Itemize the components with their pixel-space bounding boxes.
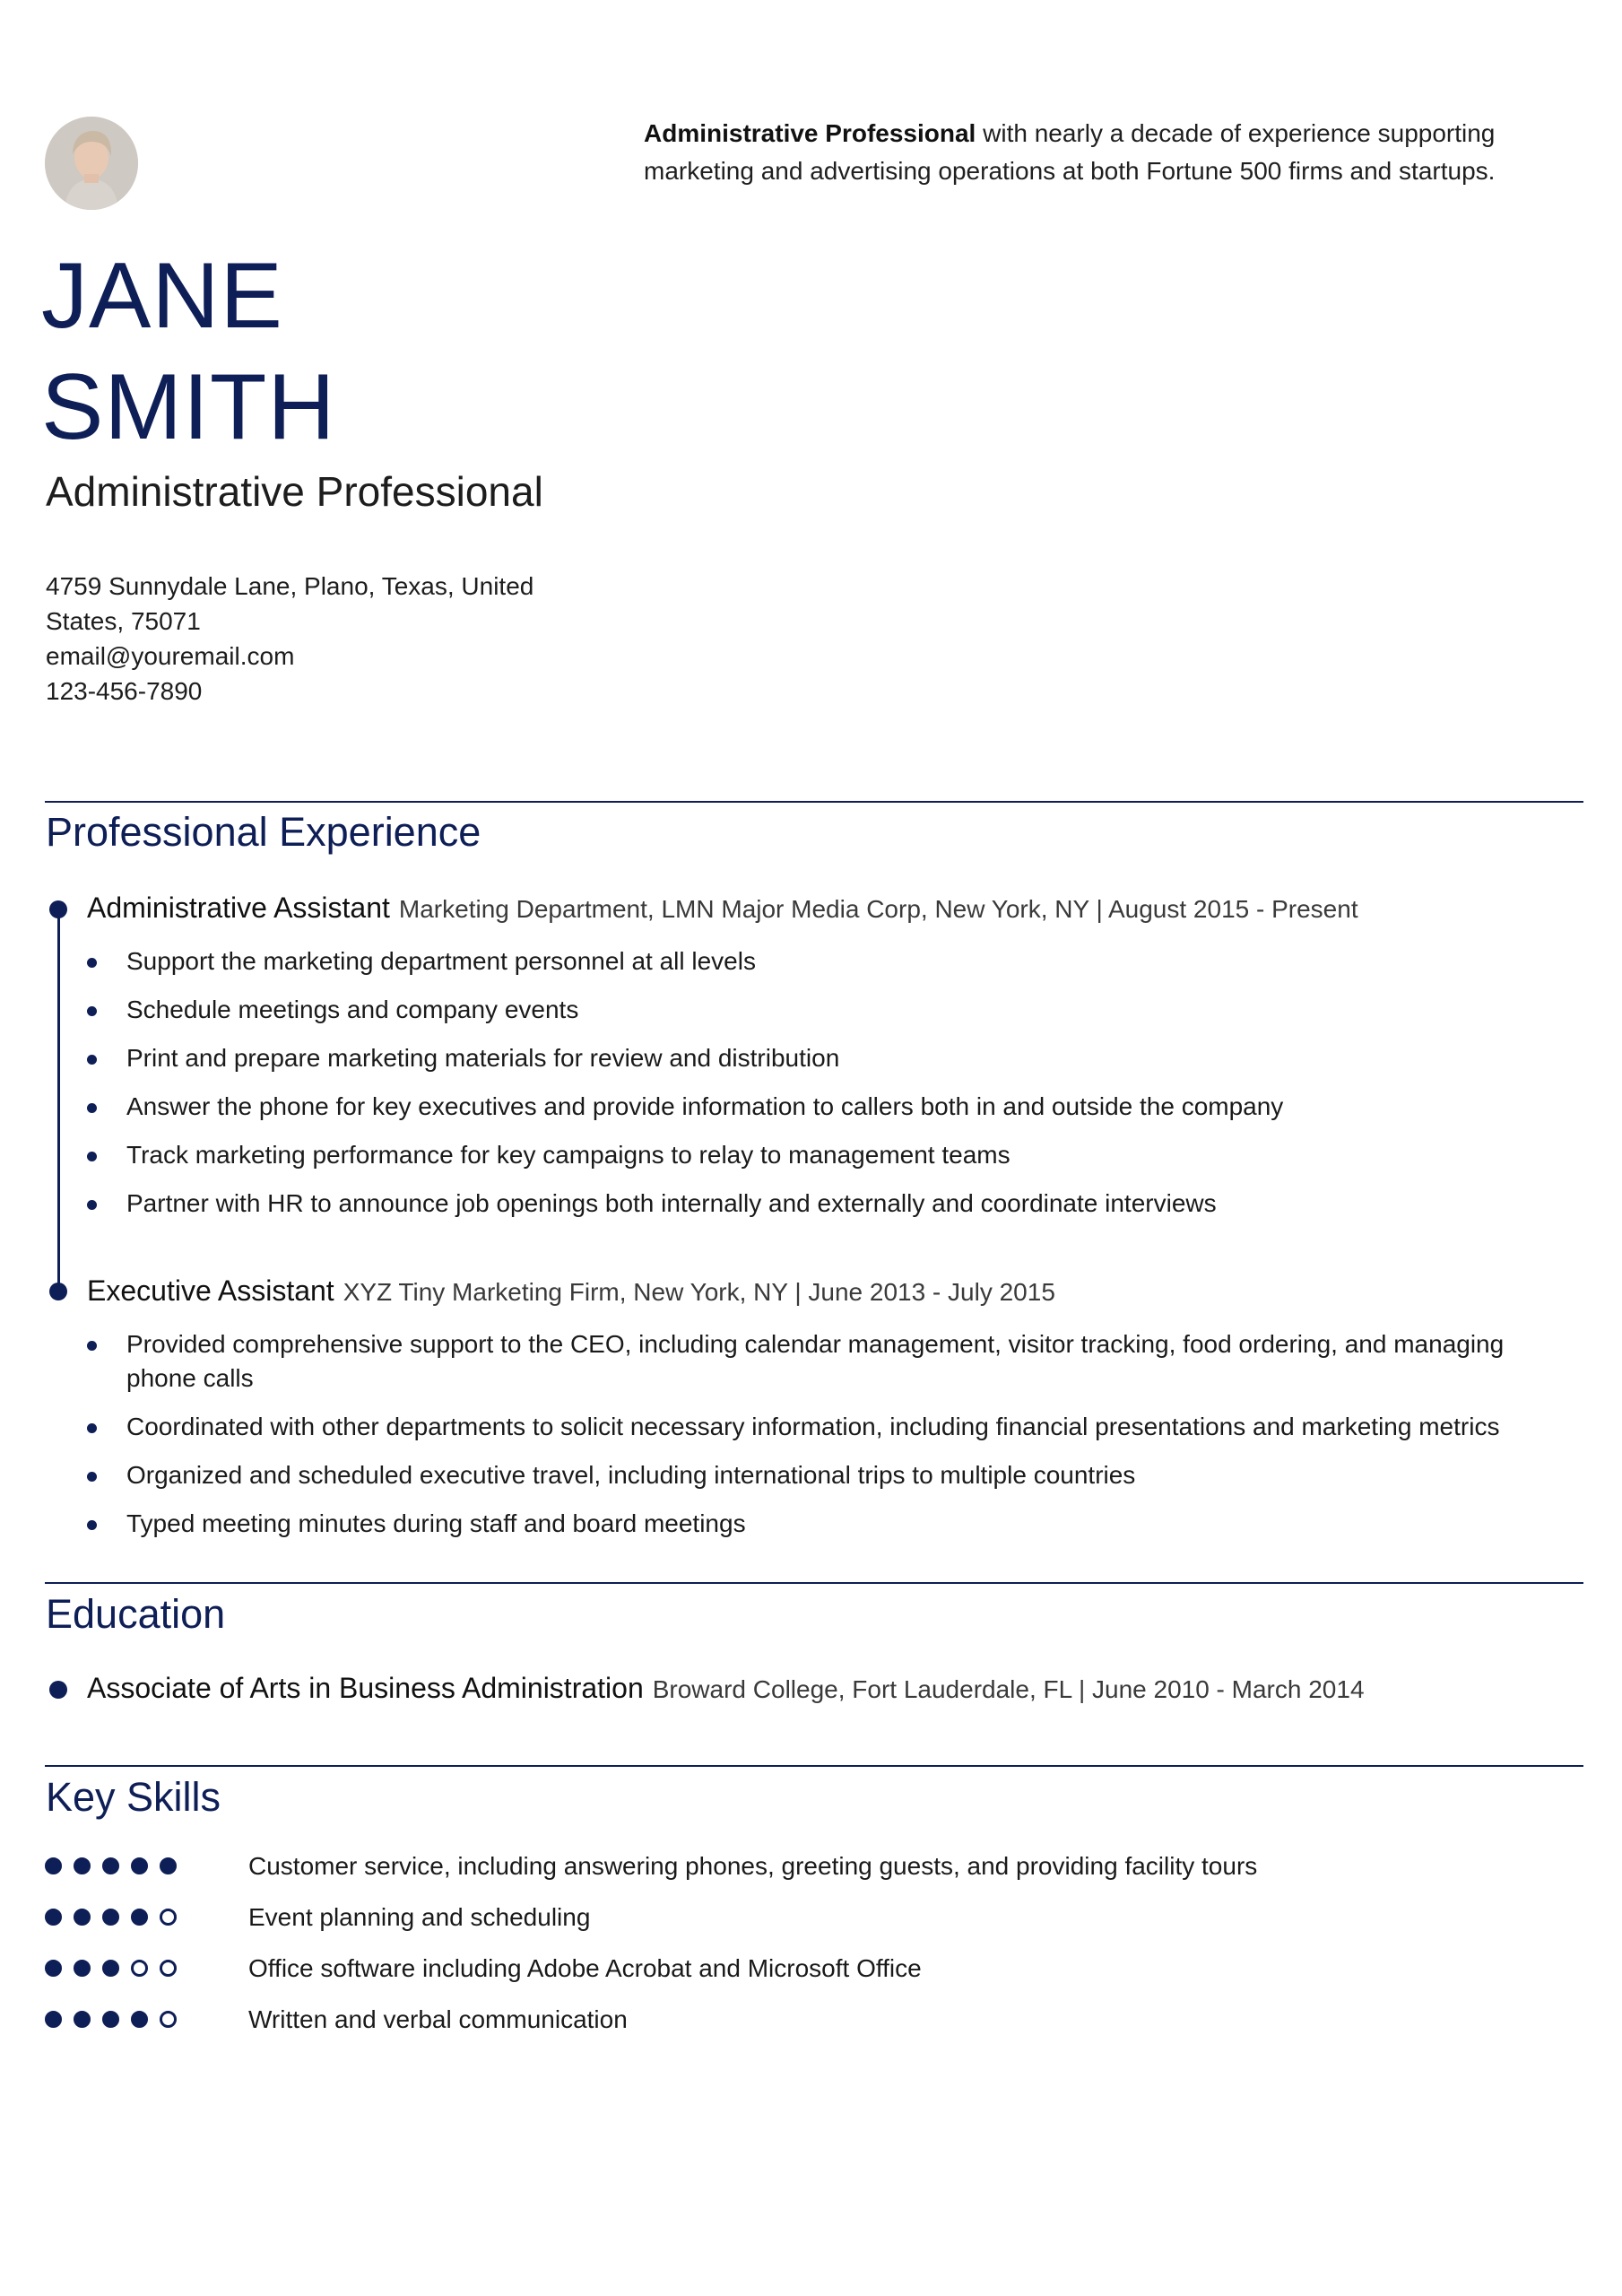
section-divider bbox=[45, 1765, 1583, 1767]
rating-filled-icon bbox=[131, 1857, 148, 1874]
last-name: SMITH bbox=[41, 355, 336, 459]
timeline-dot bbox=[49, 1283, 67, 1300]
skill-label: Customer service, including answering phones, greeting guests, and providing facility tours bbox=[248, 1851, 1258, 1880]
education-dot bbox=[49, 1681, 67, 1699]
job-role: Executive Assistant bbox=[87, 1274, 334, 1307]
rating-filled-icon bbox=[131, 2011, 148, 2028]
job-meta: XYZ Tiny Marketing Firm, New York, NY | June 2013 - July 2015 bbox=[343, 1278, 1055, 1306]
bullet-icon bbox=[87, 1341, 97, 1351]
rating-filled-icon bbox=[74, 1960, 91, 1977]
rating-filled-icon bbox=[74, 1909, 91, 1926]
rating-filled-icon bbox=[45, 1857, 62, 1874]
skill-rating bbox=[45, 1960, 248, 1977]
rating-filled-icon bbox=[102, 1857, 119, 1874]
rating-filled-icon bbox=[102, 1909, 119, 1926]
rating-filled-icon bbox=[160, 1857, 177, 1874]
rating-filled-icon bbox=[74, 1857, 91, 1874]
bullet-icon bbox=[87, 1520, 97, 1530]
rating-empty-icon bbox=[160, 1960, 177, 1977]
timeline-dot bbox=[49, 900, 67, 918]
job-header bbox=[87, 890, 1358, 927]
rating-filled-icon bbox=[74, 2011, 91, 2028]
job-bullets bbox=[87, 944, 1575, 1235]
bullet-icon bbox=[87, 1472, 97, 1482]
job-role: Administrative Assistant bbox=[87, 891, 390, 924]
phone: 123-456-7890 bbox=[46, 677, 203, 705]
full-name bbox=[41, 240, 336, 463]
list-item: Support the marketing department personnel at all levels bbox=[87, 944, 1575, 978]
rating-filled-icon bbox=[45, 1909, 62, 1926]
rating-empty-icon bbox=[160, 2011, 177, 2028]
skill-label: Office software including Adobe Acrobat and Microsoft Office bbox=[248, 1953, 922, 1982]
skill-rating bbox=[45, 1857, 248, 1874]
skill-row bbox=[45, 1943, 1569, 1994]
rating-filled-icon bbox=[102, 1960, 119, 1977]
skill-rating bbox=[45, 1909, 248, 1926]
rating-empty-icon bbox=[160, 1909, 177, 1926]
bullet-icon bbox=[87, 1055, 97, 1065]
skill-row bbox=[45, 1892, 1569, 1943]
skill-label: Event planning and scheduling bbox=[248, 1902, 591, 1931]
list-item: Print and prepare marketing materials for review and distribution bbox=[87, 1041, 1575, 1075]
rating-filled-icon bbox=[45, 2011, 62, 2028]
job-bullets bbox=[87, 1327, 1575, 1555]
address: 4759 Sunnydale Lane, Plano, Texas, United States, 75071 bbox=[46, 572, 534, 635]
job-header bbox=[87, 1273, 1055, 1310]
bullet-icon bbox=[87, 1006, 97, 1016]
bullet-icon bbox=[87, 1200, 97, 1210]
avatar bbox=[45, 117, 138, 210]
list-item: Coordinated with other departments to solicit necessary information, including financial presentations and marketing metrics bbox=[87, 1410, 1575, 1444]
skills-list bbox=[45, 1840, 1569, 2045]
first-name: JANE bbox=[41, 244, 283, 348]
list-item: Organized and scheduled executive travel, including international trips to multiple countries bbox=[87, 1458, 1575, 1492]
list-item: Partner with HR to announce job openings both internally and externally and coordinate interviews bbox=[87, 1187, 1575, 1221]
job-title: Administrative Professional bbox=[46, 468, 543, 515]
skill-row bbox=[45, 1994, 1569, 2045]
experience-heading: Professional Experience bbox=[46, 809, 481, 855]
summary-bold: Administrative Professional bbox=[644, 119, 976, 147]
list-item: Provided comprehensive support to the CEO, including calendar management, visitor tracking, food ordering, and managing phone calls bbox=[87, 1327, 1575, 1396]
summary-text: with nearly a decade of experience supporting marketing and advertising operations at both Fortune 500 firms and startups. bbox=[644, 119, 1496, 185]
section-divider bbox=[45, 1582, 1583, 1584]
rating-filled-icon bbox=[102, 2011, 119, 2028]
skill-row bbox=[45, 1840, 1569, 1892]
rating-filled-icon bbox=[131, 1909, 148, 1926]
list-item: Typed meeting minutes during staff and board meetings bbox=[87, 1507, 1575, 1541]
bullet-icon bbox=[87, 1423, 97, 1433]
experience-timeline bbox=[57, 908, 60, 1292]
skill-rating bbox=[45, 2011, 248, 2028]
job-meta: Marketing Department, LMN Major Media Corp, New York, NY | August 2015 - Present bbox=[398, 895, 1358, 923]
bullet-icon bbox=[87, 1103, 97, 1113]
list-item: Answer the phone for key executives and provide information to callers both in and outside the company bbox=[87, 1090, 1575, 1124]
education-entry bbox=[87, 1670, 1365, 1708]
profile-photo bbox=[45, 117, 138, 210]
summary bbox=[644, 115, 1540, 190]
education-heading: Education bbox=[46, 1591, 226, 1637]
rating-filled-icon bbox=[45, 1960, 62, 1977]
bullet-icon bbox=[87, 958, 97, 968]
skill-label: Written and verbal communication bbox=[248, 2005, 628, 2033]
bullet-icon bbox=[87, 1152, 97, 1161]
rating-empty-icon bbox=[131, 1960, 148, 1977]
degree: Associate of Arts in Business Administration bbox=[87, 1672, 644, 1704]
education-meta: Broward College, Fort Lauderdale, FL | June 2010 - March 2014 bbox=[652, 1675, 1365, 1703]
list-item: Schedule meetings and company events bbox=[87, 993, 1575, 1027]
skills-heading: Key Skills bbox=[46, 1774, 221, 1820]
email: email@youremail.com bbox=[46, 642, 295, 670]
list-item: Track marketing performance for key campaigns to relay to management teams bbox=[87, 1138, 1575, 1172]
contact-info bbox=[46, 569, 548, 709]
section-divider bbox=[45, 801, 1583, 803]
